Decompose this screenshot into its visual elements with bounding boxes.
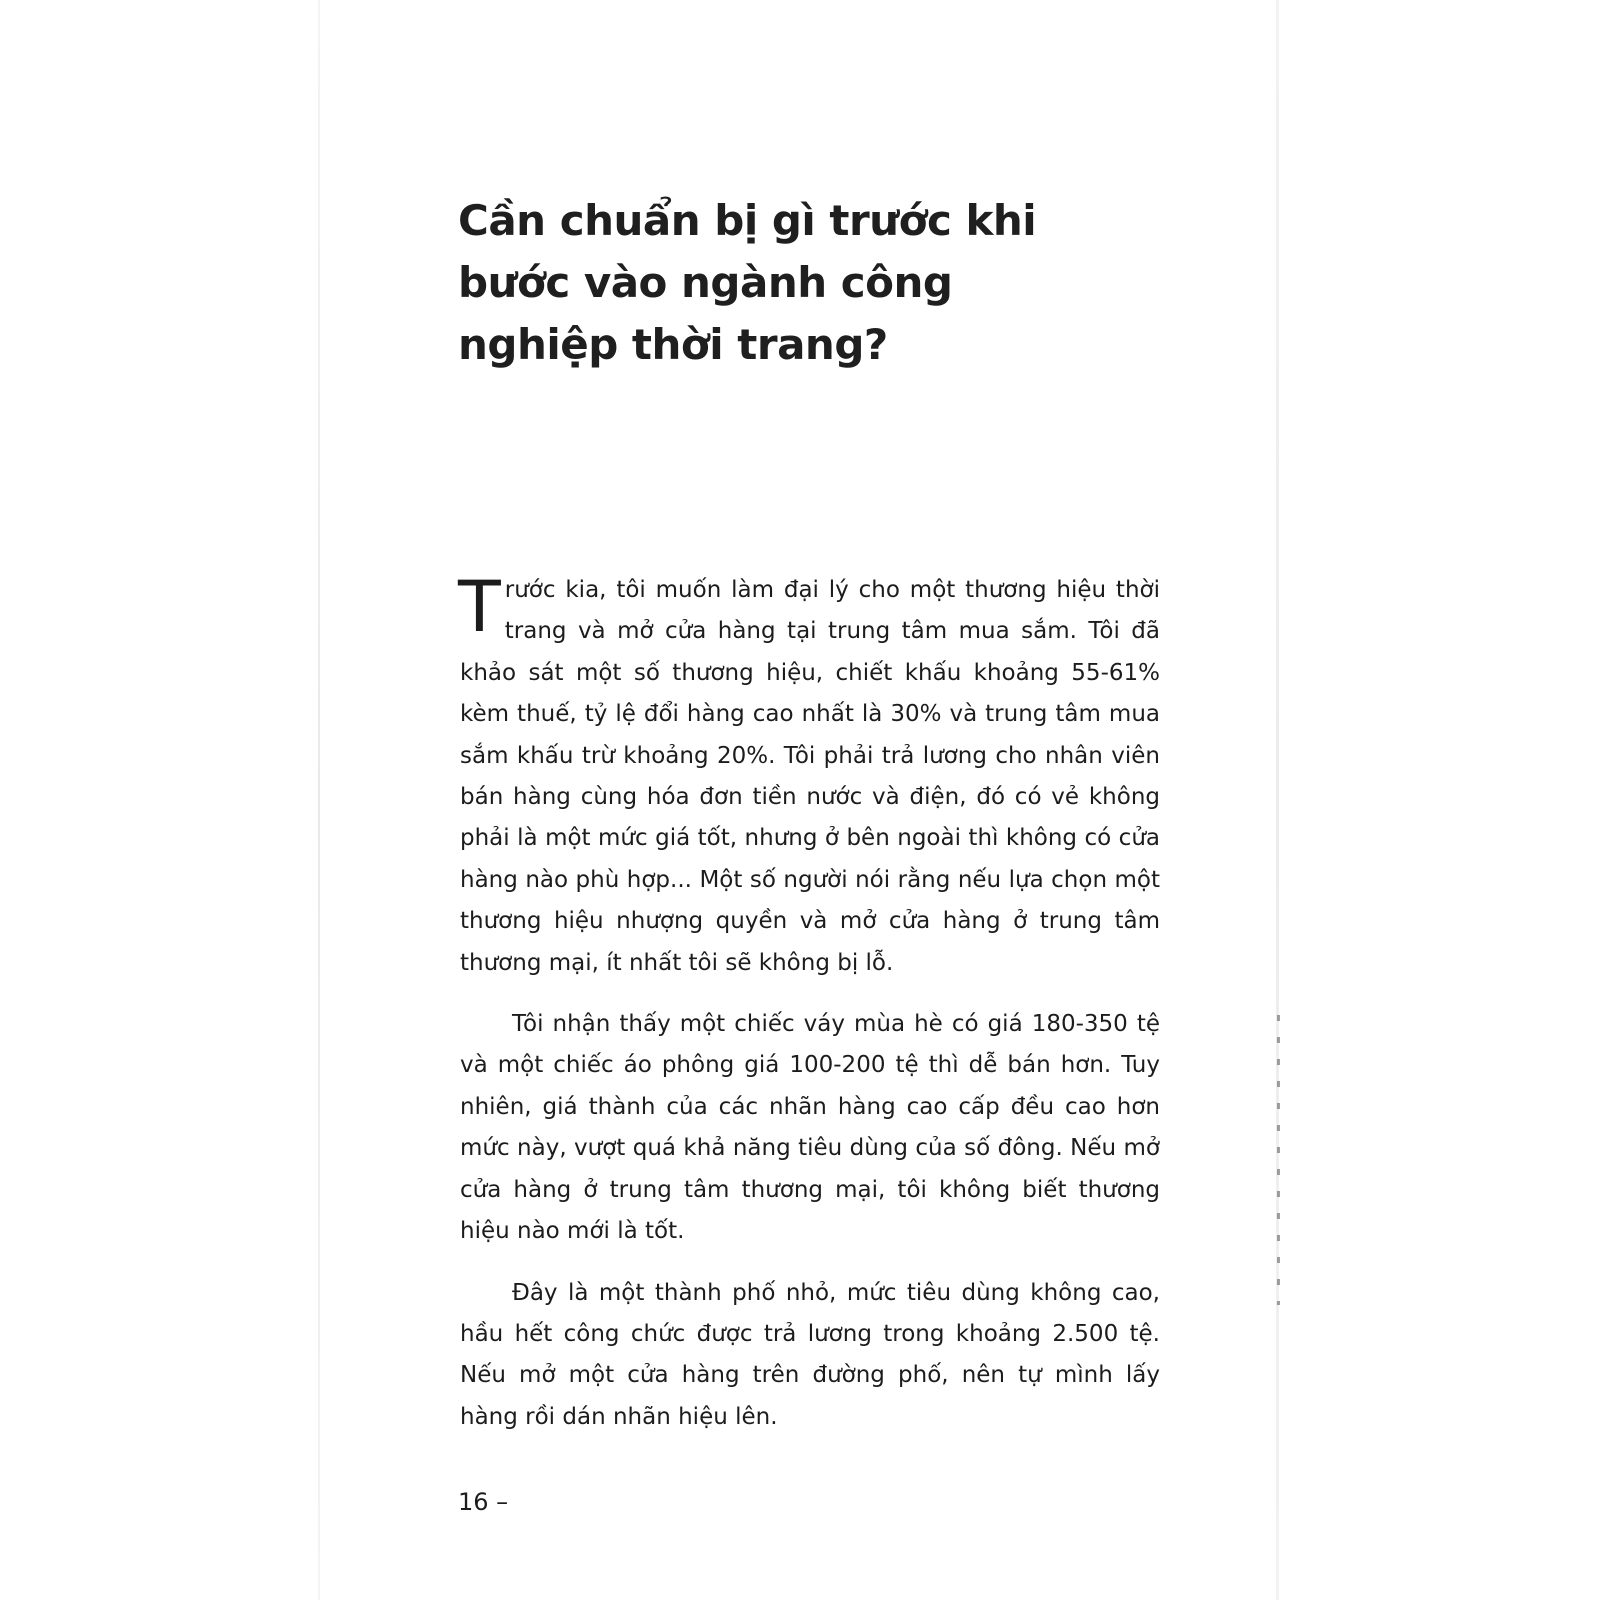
book-page <box>320 0 1276 1600</box>
paragraph-3: Đây là một thành phố nhỏ, mức tiêu dùng không cao, hầu hết công chức được trả lương trong khoảng 2.500 tệ. Nếu mở một cửa hàng trên đường phố, nên tự mình lấy hàng rồi dán nhãn hiệu lên. <box>460 1279 1160 1430</box>
page-number: 16 – <box>458 1488 509 1516</box>
chapter-title: Cần chuẩn bị gì trước khi bước vào ngành công nghiệp thời trang? <box>458 196 1037 369</box>
scan-edge-marks <box>1277 1015 1280 1305</box>
paragraph-1-text: rước kia, tôi muốn làm đại lý cho một thương hiệu thời trang và mở cửa hàng tại trung tâm mua sắm. Tôi đã khảo sát một số thương hiệu, chiết khấu khoảng 55-61% kèm thuế, tỷ lệ đổi hàng cao nhất là 30% và trung tâm mua sắm khấu trừ khoảng 20%. Tôi phải trả lương cho nhân viên bán hàng cùng hóa đơn tiền nước và điện, đó có vẻ không phải là một mức giá tốt, nhưng ở bên ngoài thì không có cửa hàng nào phù hợp... Một số người nói rằng nếu lựa chọn một thương hiệu nhượng quyền và mở cửa hàng ở trung tâm thương mại, ít nhất tôi sẽ không bị lỗ. <box>460 577 1160 976</box>
scan-right-page-edge <box>1276 0 1279 1600</box>
drop-cap: T <box>458 566 501 648</box>
paragraph-2: Tôi nhận thấy một chiếc váy mùa hè có giá 180-350 tệ và một chiếc áo phông giá 100-200 tệ thì dễ bán hơn. Tuy nhiên, giá thành của các nhãn hàng cao cấp đều cao hơn mức này, vượt quá khả năng tiêu dùng của số đông. Nếu mở cửa hàng ở trung tâm thương mại, tôi không biết thương hiệu nào mới là tốt. <box>460 1011 1160 1245</box>
paragraph-1 <box>458 566 1160 984</box>
body-text <box>458 566 1160 1458</box>
